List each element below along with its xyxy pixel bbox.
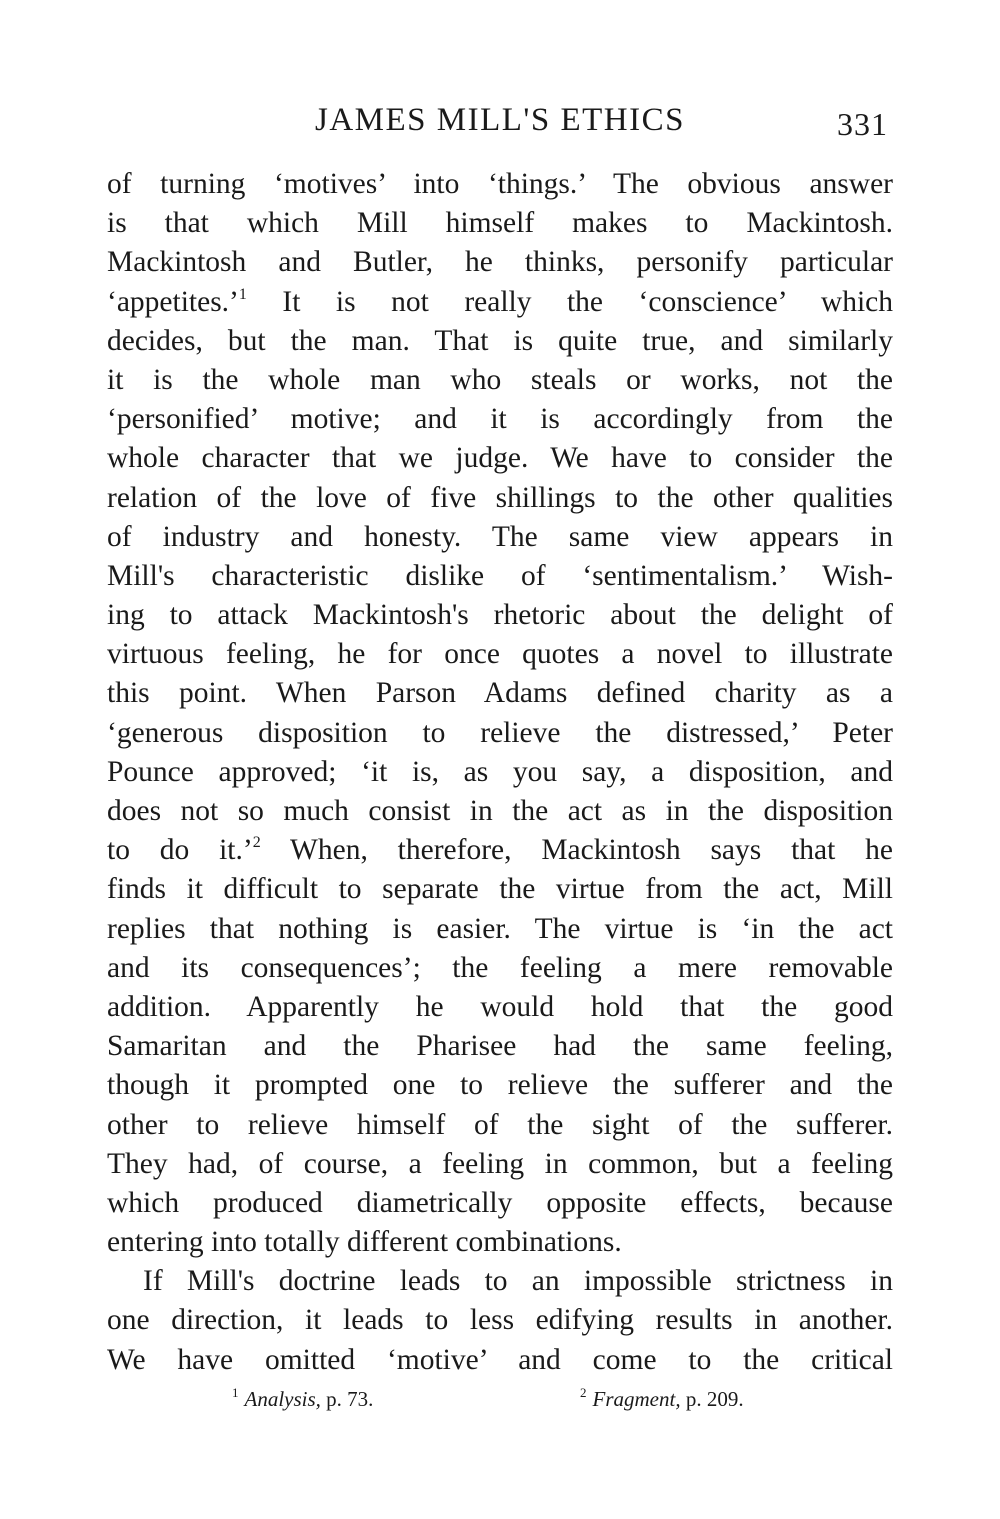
footnote-number: 1 [232,1385,239,1400]
footnote-2 [580,1387,744,1412]
text-segment: When, therefore, Mackintosh says that he [260,834,893,867]
text-line: and its consequences’; the feeling a mere removable [107,951,893,984]
footnote-marker: 2 [252,834,261,852]
text-line: of industry and honesty. The same view appears in [107,520,893,553]
footnote-source-title: Fragment, [592,1387,681,1411]
text-segment: It is not really the ‘conscience’ which [246,285,893,318]
text-line: Pounce approved; ‘it is, as you say, a disposition, and [107,755,893,788]
running-head [0,100,1000,150]
footnote-source-title: Analysis, [244,1387,321,1411]
footnote-page-ref: p. 73. [320,1387,374,1411]
text-line: it is the whole man who steals or works, not the [107,363,893,396]
text-line: which produced diametrically opposite effects, because [107,1186,893,1219]
text-line: does not so much consist in the act as in the disposition [107,795,893,827]
text-line: whole character that we judge. We have to consider the [107,442,893,475]
footnote-number: 2 [580,1385,587,1400]
text-line: Mackintosh and Butler, he thinks, personify particular [107,246,893,279]
text-line: finds it difficult to separate the virtue from the act, Mill [107,873,893,906]
text-line: ing to attack Mackintosh's rhetoric about the delight of [107,599,893,632]
text-line: Samaritan and the Pharisee had the same feeling, [107,1030,893,1063]
text-line: is that which Mill himself makes to Mackintosh. [107,207,893,240]
text-line: They had, of course, a feeling in common, but a feeling [107,1147,893,1180]
text-line: ‘generous disposition to relieve the distressed,’ Peter [107,716,893,749]
text-line: decides, but the man. That is quite true, and similarly [107,324,893,357]
text-line [107,283,893,322]
footnote-1 [232,1387,373,1412]
text-line: this point. When Parson Adams defined charity as a [107,677,893,710]
text-line: one direction, it leads to less edifying results in another. [107,1304,893,1337]
footnote-page-ref: p. 209. [680,1387,744,1411]
body-text [107,165,893,1380]
text-segment: to do it.’ [107,834,253,867]
text-line: We have omitted ‘motive’ and come to the critical [107,1343,893,1376]
text-line: virtuous feeling, he for once quotes a novel to illustrate [107,638,893,671]
paragraph-end-line: entering into totally different combinations. [107,1226,622,1259]
text-line: replies that nothing is easier. The virtue is ‘in the act [107,912,893,945]
text-line: of turning ‘motives’ into ‘things.’ The obvious answer [107,168,893,200]
text-line: addition. Apparently he would hold that the good [107,990,893,1023]
running-title: JAMES MILL'S ETHICS [315,102,685,138]
footnotes [0,1387,1000,1417]
paragraph-start-line: If Mill's doctrine leads to an impossible strictness in [143,1265,893,1298]
footnote-marker: 1 [238,285,247,303]
text-line: relation of the love of five shillings to the other qualities [107,481,893,514]
text-line: other to relieve himself of the sight of the sufferer. [107,1108,893,1141]
text-segment: ‘appetites.’ [107,285,239,318]
text-line [107,831,893,870]
text-line: Mill's characteristic dislike of ‘sentimentalism.’ Wish- [107,559,893,592]
page-number: 331 [837,106,888,142]
text-line: though it prompted one to relieve the sufferer and the [107,1069,893,1102]
text-line: ‘personified’ motive; and it is accordingly from the [107,403,893,436]
